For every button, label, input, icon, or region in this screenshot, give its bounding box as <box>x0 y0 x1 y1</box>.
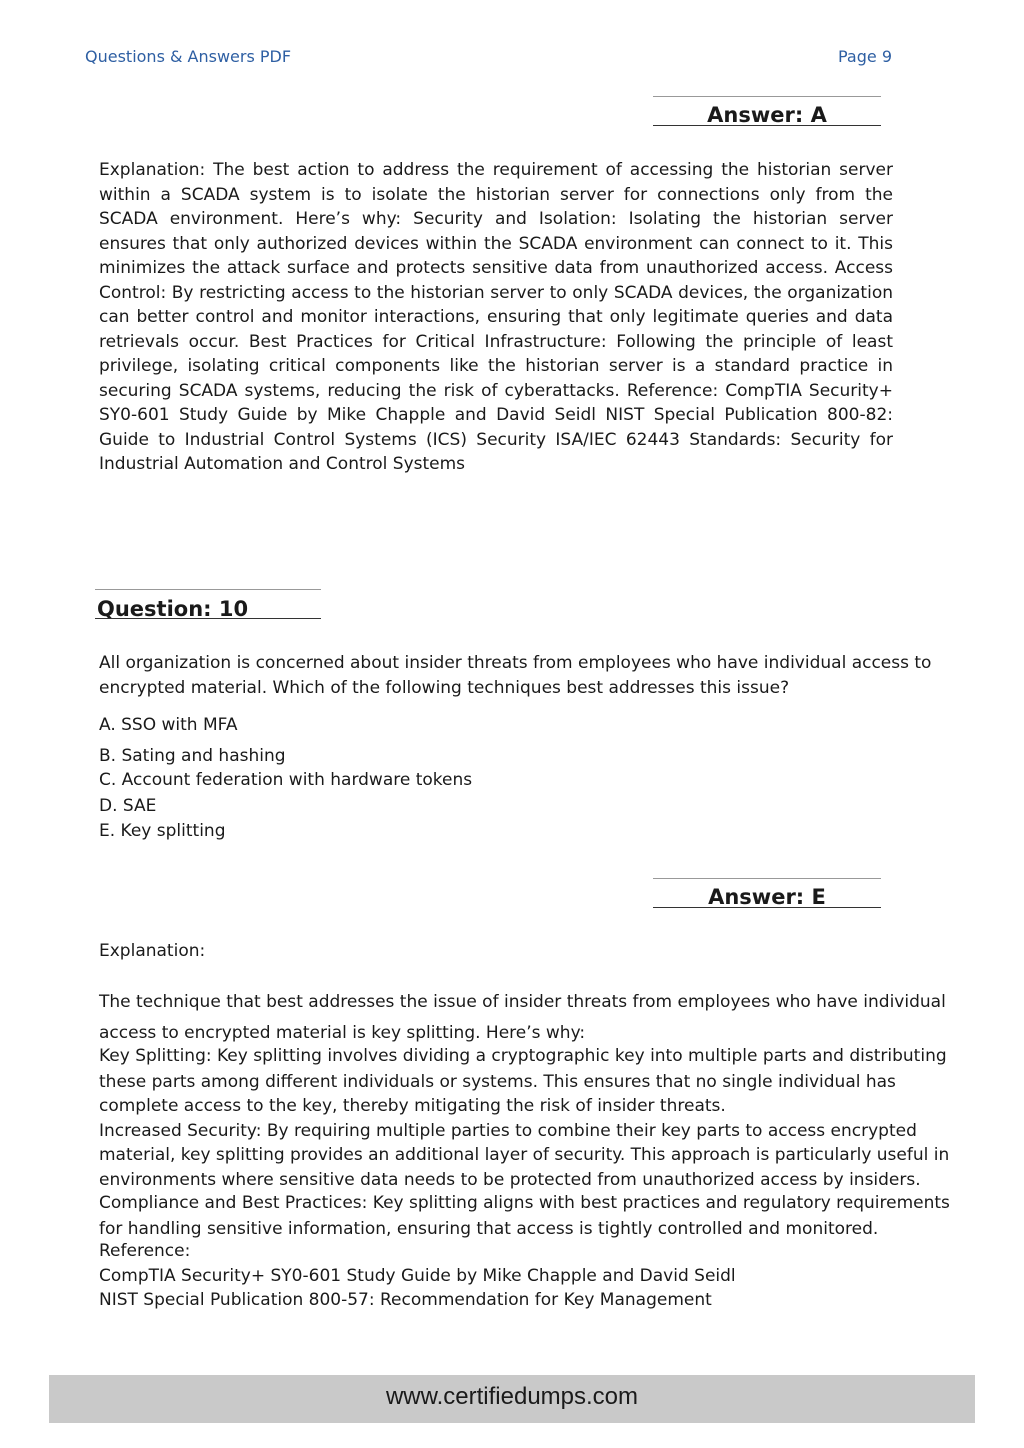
answer-top-rule <box>653 96 881 97</box>
explanation-line: Key Splitting: Key splitting involves dividing a cryptographic key into multiple parts and distributing <box>99 1046 947 1066</box>
previous-answer-explanation: Explanation: The best action to address the requirement of accessing the historian server within a SCADA system is to isolate the historian server for connections only from the SCADA environment. Here’s why: Security and Isolation: Isolating the historian server ensures that only authorized devices within the SCADA environment can connect to it. This minimizes the attack surface and protects sensitive data from unauthorized access. Access Control: By restricting access to the historian server to only SCADA devices, the organization can better control and monitor interactions, ensuring that only legitimate queries and data retrievals occur. Best Practices for Critical Infrastructure: Following the principle of least privilege, isolating critical components like the historian server is a standard practice in securing SCADA systems, reducing the risk of cyberattacks. Reference: CompTIA Security+ SY0-601 Study Guide by Mike Chapple and David Seidl NIST Special Publication 800-82: Guide to Industrial Control Systems (ICS) Security ISA/IEC 62443 Standards: Security for Industrial Automation and Control Systems <box>99 160 893 474</box>
answer-top-rule <box>653 878 881 879</box>
previous-answer-label: Answer: A <box>707 103 827 127</box>
option-b: B. Sating and hashing <box>99 746 286 766</box>
explanation-heading: Explanation: <box>99 941 206 961</box>
explanation-line: access to encrypted material is key splitting. Here’s why: <box>99 1023 586 1043</box>
explanation-line: The technique that best addresses the issue of insider threats from employees who have individual <box>99 992 946 1012</box>
answer-label: Answer: E <box>708 885 826 909</box>
question-top-rule <box>95 589 321 590</box>
explanation-line: Increased Security: By requiring multiple parties to combine their key parts to access encrypted <box>99 1121 917 1141</box>
option-e: E. Key splitting <box>99 821 226 841</box>
question-number: Question: 10 <box>97 597 249 621</box>
page-number: Page 9 <box>838 47 892 66</box>
answer-box <box>653 878 881 908</box>
reference-heading: Reference: <box>99 1241 191 1261</box>
question-text: All organization is concerned about insider threats from employees who have individual access to encrypted material. Which of the following techniques best addresses this issue? <box>99 653 932 698</box>
explanation-line: complete access to the key, thereby mitigating the risk of insider threats. <box>99 1096 726 1116</box>
footer-bar <box>49 1375 975 1423</box>
option-c: C. Account federation with hardware tokens <box>99 770 473 790</box>
answer-bottom-rule <box>653 125 881 126</box>
explanation-line: material, key splitting provides an additional layer of security. This approach is particularly useful in <box>99 1145 950 1165</box>
document-title: Questions & Answers PDF <box>85 47 292 66</box>
reference-item: NIST Special Publication 800-57: Recommendation for Key Management <box>99 1290 712 1310</box>
reference-item: CompTIA Security+ SY0-601 Study Guide by Mike Chapple and David Seidl <box>99 1266 736 1286</box>
option-d: D. SAE <box>99 796 157 816</box>
answer-bottom-rule <box>653 907 881 908</box>
footer-url: www.certifiedumps.com <box>385 1383 639 1410</box>
explanation-line: these parts among different individuals or systems. This ensures that no single individual has <box>99 1072 896 1092</box>
option-a: A. SSO with MFA <box>99 715 238 735</box>
question-heading-box <box>95 589 321 619</box>
question-bottom-rule <box>95 618 321 619</box>
explanation-line: environments where sensitive data needs to be protected from unauthorized access by insiders. <box>99 1170 921 1190</box>
explanation-line: for handling sensitive information, ensuring that access is tightly controlled and monitored. <box>99 1219 879 1239</box>
explanation-line: Compliance and Best Practices: Key splitting aligns with best practices and regulatory requirements <box>99 1193 950 1213</box>
previous-answer-box <box>653 96 881 126</box>
